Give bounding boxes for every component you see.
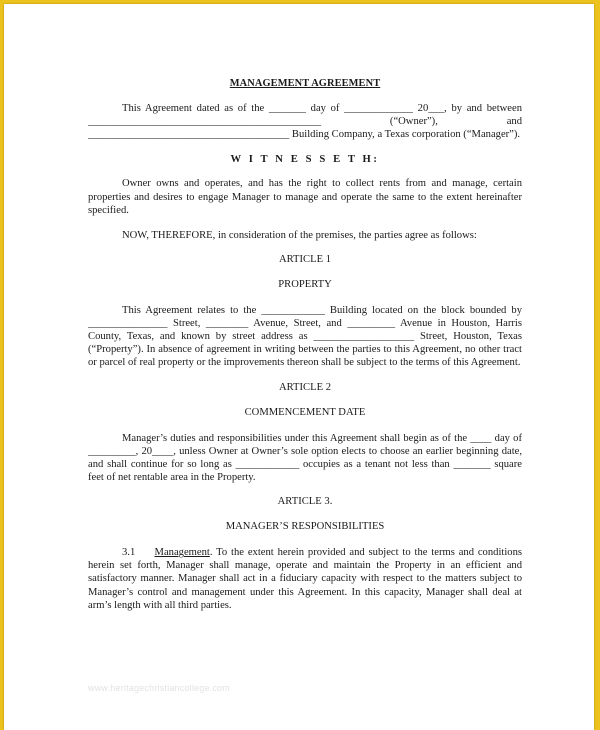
witnesseth-heading: W I T N E S S E T H: [230,154,380,166]
article-1-body: This Agreement relates to the ____________ Building located on the block bounded by _______________ Street, ________ Avenue, Street, and _________ Avenue in Houston, Harris County, Texas, and known by street address as ___________________ Street, Houston, Texas (“Property”). In absence of agreement in writing between the parties to this Agreement, no other tract or parcel of real property or the improvements thereon shall be subject to the terms of this Agreement. [88,305,522,369]
article-1-heading: PROPERTY [278,278,332,290]
intro-paragraph: This Agreement dated as of the _______ day of _____________ 20___, by and between ____________________________________________ (“Owner”), and ______________________________________ Building Company, a Texas corporation (“Manager”). [88,103,522,141]
section-3-1-number: 3.1 [122,547,136,559]
document-title: MANAGEMENT AGREEMENT [229,78,381,89]
article-3-heading: MANAGER’S RESPONSIBILITIES [225,521,385,533]
article-2-body: Manager’s duties and responsibilities under this Agreement shall begin as of the ____ day of _________, 20____, unless Owner at Owner’s sole option elects to choose an earlier beginning date, and shall continue for so long as ____________ occupies as a tenant not less than _______ square feet of net rentable area in the Property. [88,432,522,483]
watermark-text: www.heritagechristiancollege.com [88,683,230,693]
section-3-1-body: . To the extent herein provided and subject to the terms and conditions herein set forth, Manager shall manage, operate and maintain the Property in an efficient and satisfactory manner. Manager shall act in a fiduciary capacity with respect to the matters subject to Manager’s control and management under this Agreement. In this capacity, Manager shall deal at arm’s length with all third parties. [88,547,522,611]
recital-paragraph-1: Owner owns and operates, and has the right to collect rents from and manage, certain properties and desires to engage Manager to manage and operate the same to the extent hereinafter specified. [88,178,522,216]
recital-paragraph-2: NOW, THEREFORE, in consideration of the premises, the parties agree as follows: [122,229,477,241]
section-3-1-title: Management [154,547,210,559]
section-3-1 [88,546,522,611]
article-2-heading: COMMENCEMENT DATE [244,406,366,418]
document-page [4,4,594,730]
article-2-number: ARTICLE 2 [278,381,332,393]
document-body [88,77,522,612]
article-3-number: ARTICLE 3. [277,496,333,508]
article-1-number: ARTICLE 1 [278,253,332,265]
